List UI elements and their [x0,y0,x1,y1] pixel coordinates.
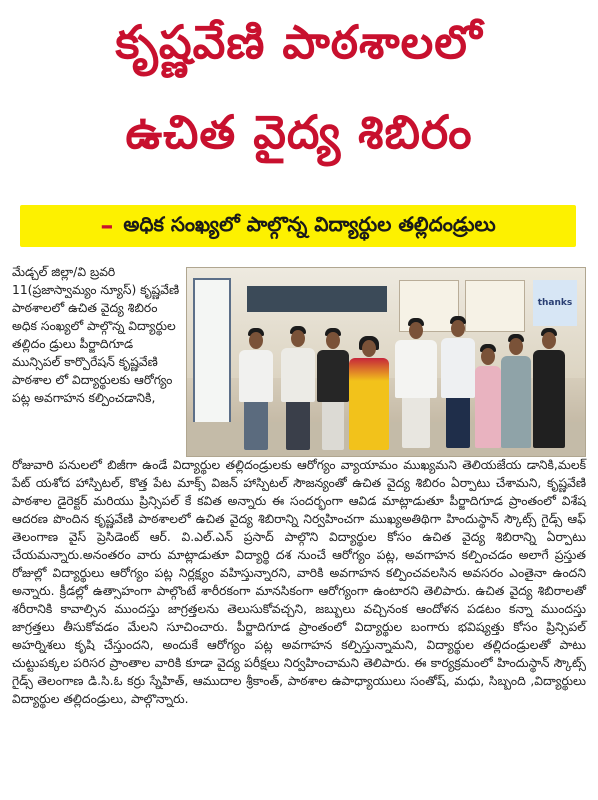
dash-icon: – [100,211,114,241]
article-body [12,456,586,708]
person-figure [237,300,275,450]
body-text: రోజువారి పనులలో బిజీగా ఉండే విద్యార్థుల తల్లిదండ్రులకు ఆరోగ్యం వ్యాయామం ముఖ్యమని తెలియజేయ డానికి,మలక్ పేట్ యశోద హాస్పిటల్, కొత్త పేట మాక్స్ విజన్ హాస్పిటల్ సౌజన్యంతో ఉచిత వైద్య శిబిరం ఏర్పాటు చేశామని, కృష్ణవేణి పాఠశాల డైరెక్టర్ మరియు ప్రిన్సిపల్ కే కవిత అన్నారు ఈ సందర్భంగా ఆవిడ మాట్లాడుతూ పీర్జాదిగూడ ప్రాంతంలో విశేష ఆదరణ పొందిన కృష్ణవేణి పాఠశాలలో ఉచిత వైద్య శిబిరాన్ని నిర్వహించగా ముఖ్యఅతిథిగా హిందుస్థాన్ స్కౌట్స్ గైడ్స్ ఆఫ్ తెలంగాణ వైస్ ప్రెసిడెంట్ ఆర్. వి.ఎల్.ఎన్ ప్రసాద్ పాల్గొని విద్యార్థుల కోసం ఉచిత వైద్య శిబిరాన్ని ఏర్పాటు చేయమన్నారు.అనంతరం వారు మాట్లాడుతూ విద్యార్థి దశ నుంచే ఆరోగ్యం పట్ల, అవగాహన కల్పించడం అలాగే ప్రస్తుత రోజుల్లో విద్యార్థులు ఆరోగ్యం పట్ల నిర్లక్ష్యం వహిస్తున్నారని, వారికి అవగాహన కల్పించవలసిన అవసరం ఎంతైనా ఉందని అన్నారు. క్రీడల్లో ఉత్సాహంగా పాల్గొంటే శారీరకంగా మానసికంగా ఆరోగ్యంగా ఉంటారని తెలిపారు. ఉచిత వైద్య శిబిరాలతో శరీరానికి కావాల్సిన ముందస్తు జాగ్రత్తలను తెలుసుకోవచ్చని, జబ్బులు వచ్చినంక ఆందోళన పడటం కన్నా ముందస్తు జాగ్రత్తలు తీసుకోవడం మేలని సూచించారు. పీర్జాదిగూడ ప్రాంతంలో విద్యార్థుల బంగారు భవిష్యత్తు కోసం ప్రిన్సిపల్ అహర్నిశలు కృషి చేస్తుందని, అందుకే ఆరోగ్యం పట్ల అవగాహన కల్పిస్తున్నామని, విద్యార్థుల తల్లిదండ్రులతో పాటు చుట్టుపక్కల పరిసర ప్రాంతాల వారికి కూడా వైద్య పరీక్షలు నిర్వహించామని తెలిపారు. ఈ కార్యక్రమంలో హిందుస్థాన్ స్కౌట్స్ గైడ్స్ తెలంగాణ డి.సి.ఓ కర్రు స్నేహిత్, ఆముదాల శ్రీకాంత్, పాఠశాల ఉపాధ్యాయులు సంతోష్, మధు, సిబ్బంది ,విద్యార్థులు విద్యార్థుల తల్లిదండ్రులు, పాల్గొన్నారు. [12,458,586,706]
person-figure [393,294,439,450]
person-figure [347,300,391,450]
person-figure [439,294,477,450]
event-photo [186,267,586,457]
subheadline-text: అధిక సంఖ్యలో పాల్గొన్న విద్యార్థుల తల్లిదండ్రులు [123,211,496,236]
headline-line-1: కృష్ణవేణి పాఠశాలలో [115,15,483,69]
photo-door [193,278,231,442]
headline-line-2: ఉచిత వైద్య శిబిరం [125,105,473,159]
lead-text: మేడ్చల్ జిల్లా/వి బ్రవరి 11(ప్రజాస్వామ్యం న్యూస్) కృష్ణవేణి పాఠశాలలో ఉచిత వైద్య శిబిరం అధిక సంఖ్యలో పాల్గొన్న విద్యార్థుల తల్లిదం డ్రులు పీర్జాదిగూడ మున్సిపల్ కార్పొరేషన్ కృష్ణవేణి పాఠశాల లో విద్యార్థులకు ఆరోగ్యం పట్ల అవగాహన కల్పించడానికి, [12,265,180,405]
photo-thanks-poster: thanks [533,280,577,326]
person-figure [279,300,317,450]
lead-paragraph [12,263,184,407]
person-figure [531,300,567,450]
subheadline-bar [20,205,576,247]
person-figure [499,304,533,450]
person-figure [315,300,351,450]
